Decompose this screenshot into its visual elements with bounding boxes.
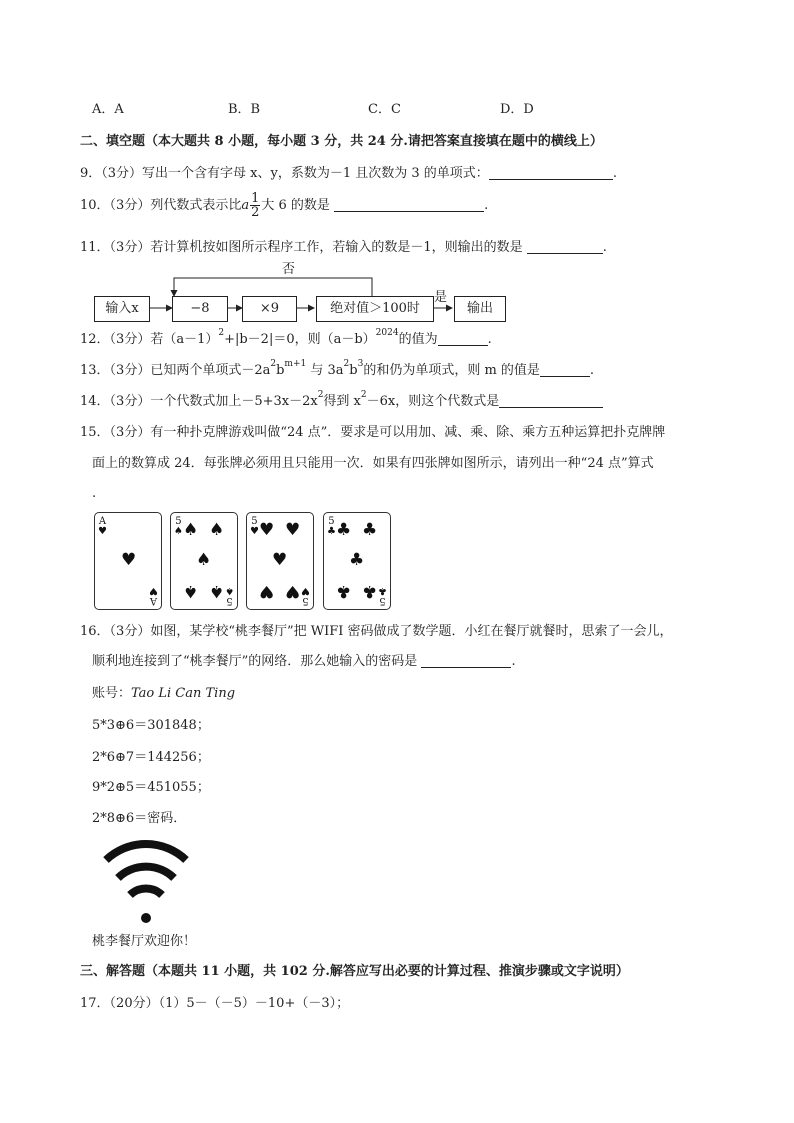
question-17 bbox=[80, 994, 349, 1014]
q13-t3: b bbox=[349, 363, 358, 378]
flowchart-minus8-box: −8 bbox=[172, 296, 228, 322]
q15-line1: （3分）有一种扑克牌游戏叫做“24 点”．要求是可以用加、减、乘、除、乘方五种运算把扑克牌牌 bbox=[109, 425, 666, 440]
q12-text-a: （3分）若（a－1） bbox=[109, 332, 219, 347]
heart-icon: ♥ bbox=[285, 520, 301, 540]
q16-line2: 顺利地连接到了“桃李餐厅”的网络．那么她输入的密码是 bbox=[92, 654, 418, 669]
club-icon: ♣ bbox=[362, 520, 378, 540]
playing-card-five-hearts bbox=[246, 512, 314, 610]
q13-sup2: m+1 bbox=[284, 358, 307, 369]
q16-end: . bbox=[511, 654, 516, 669]
q16-number: 16． bbox=[80, 624, 110, 639]
flowchart-times9-box: ×9 bbox=[242, 296, 297, 322]
q13-t1: b bbox=[276, 363, 285, 378]
flowchart-input-box: 输入x bbox=[94, 296, 150, 322]
spade-icon: ♠ bbox=[209, 581, 225, 601]
q12-text-b: +|b－2|＝0，则（a－b） bbox=[224, 332, 376, 347]
q12-end: . bbox=[487, 332, 492, 347]
q17-number: 17． bbox=[80, 996, 110, 1011]
q11-answer-blank[interactable] bbox=[527, 239, 603, 254]
q9-end: . bbox=[612, 166, 617, 181]
club-icon: ♣ bbox=[362, 581, 378, 601]
spade-icon: ♠ bbox=[183, 520, 199, 540]
wifi-equation-1: 5*3⊕6＝301848； bbox=[92, 718, 210, 733]
q16-line1: （3分）如图，某学校“桃李餐厅”把 WIFI 密码做成了数学题．小红在餐厅就餐时，思索了一会儿， bbox=[109, 624, 673, 639]
question-12 bbox=[80, 327, 492, 350]
spade-icon: ♠ bbox=[209, 520, 225, 540]
q12-number: 12． bbox=[80, 332, 110, 347]
section2-title: 二、填空题（本大题共 8 小题，每小题 3 分，共 24 分.请把答案直接填在题中的横线上） bbox=[80, 134, 603, 149]
card-corner-bottom: 5 ♣ bbox=[378, 585, 387, 606]
q13-end: . bbox=[589, 363, 595, 378]
playing-card-five-spades bbox=[170, 512, 238, 610]
flowchart-no-label: 否 bbox=[282, 262, 296, 277]
q13-answer-blank[interactable] bbox=[540, 362, 590, 377]
card-corner-top: 5 ♠ bbox=[174, 516, 183, 537]
q9-text: （3分）写出一个含有字母 x、y，系数为－1 且次数为 3 的单项式： bbox=[101, 166, 489, 181]
card-corner-top: A ♥ bbox=[98, 516, 107, 537]
q11-end: . bbox=[602, 240, 607, 255]
club-icon: ♣ bbox=[349, 550, 365, 570]
q10-answer-blank[interactable] bbox=[334, 197, 484, 212]
flowchart-yes-label: 是 bbox=[434, 290, 448, 305]
option-c: C．C bbox=[368, 102, 401, 117]
flowchart bbox=[92, 258, 512, 328]
q10-text-a: （3分）列代数式表示比 bbox=[109, 198, 242, 213]
question-11 bbox=[80, 238, 607, 258]
q12-answer-blank[interactable] bbox=[438, 331, 488, 346]
card-corner-top: 5 ♣ bbox=[327, 516, 336, 537]
flowchart-arrows bbox=[92, 258, 512, 328]
q10-fraction bbox=[250, 192, 260, 219]
option-d: D．D bbox=[500, 102, 534, 117]
card-corner-bottom: A ♥ bbox=[149, 585, 158, 606]
playing-card-ace-hearts bbox=[94, 512, 162, 610]
q10-text-b: 大 6 的数是 bbox=[261, 198, 330, 213]
q13-sup1: 2 bbox=[270, 358, 277, 369]
q15-number: 15． bbox=[80, 425, 110, 440]
card-corner-bottom: 5 ♠ bbox=[225, 585, 234, 606]
question-16-line2 bbox=[92, 652, 516, 672]
heart-icon: ♥ bbox=[121, 550, 137, 570]
q14-text-b: 得到 x bbox=[323, 394, 361, 409]
question-10 bbox=[80, 190, 488, 222]
spade-icon: ♠ bbox=[196, 550, 212, 570]
q17-text: （20分）（1）5－（－5）－10+（－3）； bbox=[109, 996, 350, 1011]
q13-number: 13． bbox=[80, 363, 110, 378]
q13-text-a: （3分）已知两个单项式－2a bbox=[109, 363, 271, 378]
q10-frac-num: 1 bbox=[251, 191, 260, 206]
section3-title: 三、解答题（本题共 11 小题，共 102 分.解答应写出必要的计算过程、推演步骤或文字说明） bbox=[80, 964, 629, 979]
playing-card-five-clubs bbox=[323, 512, 391, 610]
question-16-line1 bbox=[80, 622, 673, 642]
q14-sup1: 2 bbox=[317, 389, 324, 400]
option-b: B．B bbox=[228, 102, 261, 117]
question-15-line1 bbox=[80, 423, 665, 443]
q14-text-a: （3分）一个代数式加上－5+3x－2x bbox=[109, 394, 318, 409]
q16-answer-blank[interactable] bbox=[421, 653, 511, 668]
q14-number: 14． bbox=[80, 394, 110, 409]
heart-icon: ♥ bbox=[285, 581, 301, 601]
heart-icon: ♥ bbox=[259, 581, 275, 601]
wifi-welcome: 桃李餐厅欢迎你！ bbox=[92, 934, 197, 949]
question-15-line3: . bbox=[92, 486, 97, 501]
q12-text-c: 的值为 bbox=[398, 332, 438, 347]
q13-text-b: 的和仍为单项式，则 m 的值是 bbox=[363, 363, 540, 378]
q12-sup2: 2024 bbox=[375, 327, 399, 338]
q12-sup1: 2 bbox=[218, 327, 225, 338]
q10-number: 10． bbox=[80, 198, 110, 213]
q11-text: （3分）若计算机按如图所示程序工作，若输入的数是－1，则输出的数是 bbox=[109, 240, 523, 255]
q13-t2: 与 3a bbox=[306, 363, 344, 378]
q14-answer-blank[interactable] bbox=[499, 393, 603, 408]
heart-icon: ♥ bbox=[259, 520, 275, 540]
option-a: A．A bbox=[92, 102, 124, 117]
wifi-equation-3: 9*2⊕5＝451055； bbox=[92, 780, 210, 795]
spade-icon: ♠ bbox=[183, 581, 199, 601]
club-icon: ♣ bbox=[336, 581, 352, 601]
q9-number: 9． bbox=[80, 166, 102, 181]
q13-sup3: 2 bbox=[343, 358, 350, 369]
q10-end: . bbox=[484, 198, 489, 213]
q14-text-c: －6x，则这个代数式是 bbox=[366, 394, 500, 409]
q10-frac-den: 2 bbox=[251, 205, 260, 220]
wifi-account-value: Tao Li Can Ting bbox=[131, 686, 236, 701]
card-corner-bottom: 5 ♥ bbox=[301, 585, 310, 606]
wifi-equation-4: 2*8⊕6＝密码． bbox=[92, 811, 187, 826]
heart-icon: ♥ bbox=[272, 550, 288, 570]
q9-answer-blank[interactable] bbox=[489, 165, 613, 180]
q14-sup2: 2 bbox=[360, 389, 367, 400]
card-corner-top: 5 ♥ bbox=[250, 516, 259, 537]
q13-sup4: 3 bbox=[357, 358, 364, 369]
wifi-icon bbox=[100, 838, 192, 928]
club-icon: ♣ bbox=[336, 520, 352, 540]
flowchart-output-box: 输出 bbox=[454, 296, 506, 322]
wifi-equation-2: 2*6⊕7＝144256； bbox=[92, 750, 210, 765]
question-15-line2: 面上的数算成 24．每张牌必须用且只能用一次．如果有四张牌如图所示，请列出一种“24 点”算式 bbox=[92, 456, 654, 471]
q11-number: 11． bbox=[80, 240, 110, 255]
question-13 bbox=[80, 358, 595, 381]
question-14 bbox=[80, 389, 603, 412]
q10-var: a bbox=[241, 198, 250, 213]
wifi-account bbox=[92, 684, 235, 704]
flowchart-condition-box: 绝对值＞100时 bbox=[316, 296, 434, 322]
wifi-account-label: 账号： bbox=[92, 686, 132, 701]
question-9 bbox=[80, 164, 617, 184]
